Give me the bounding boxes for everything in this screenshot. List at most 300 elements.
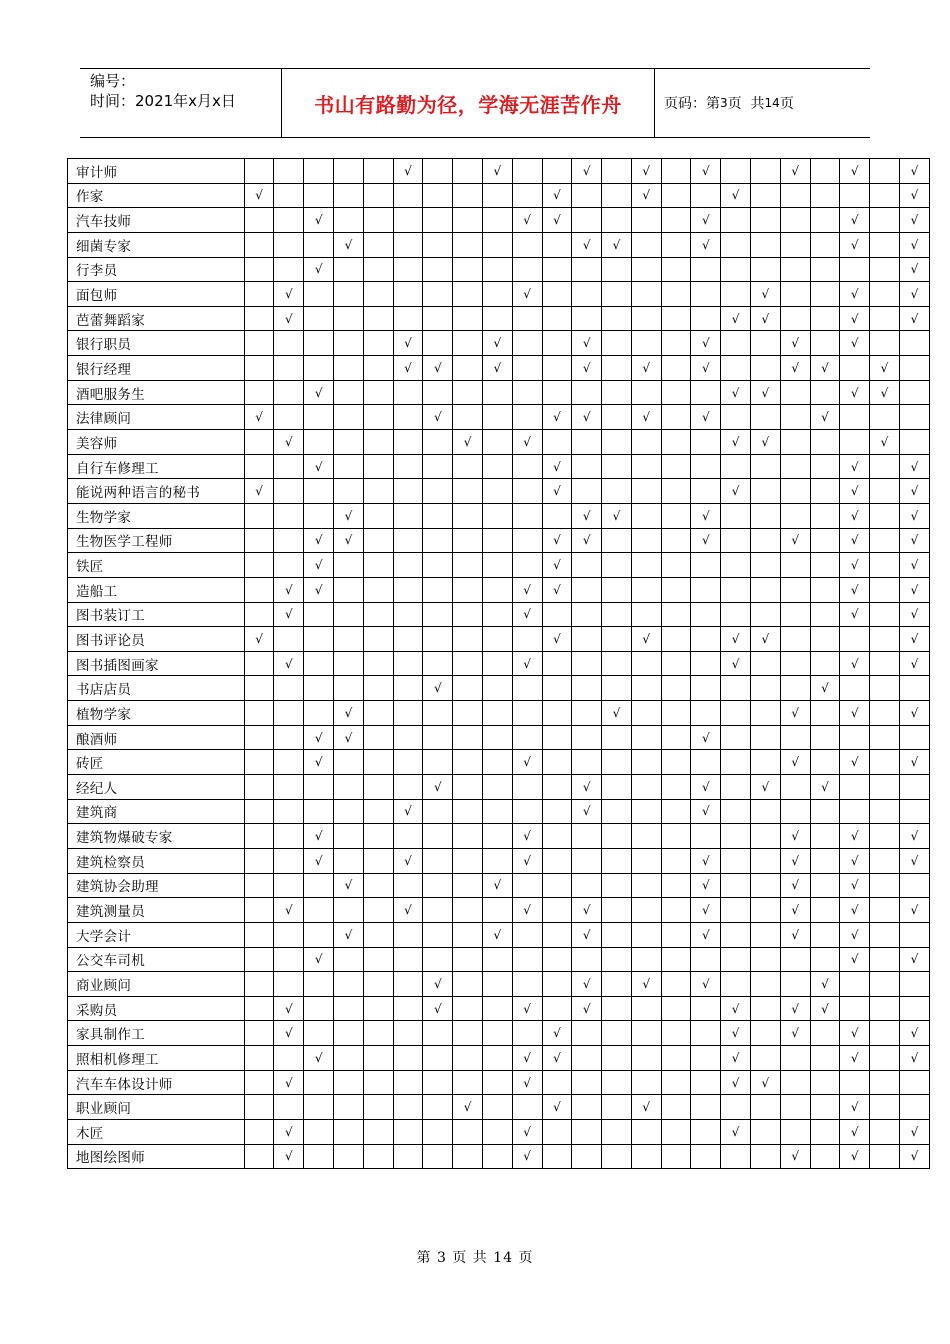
occupation-name: 铁匠 xyxy=(68,553,245,578)
check-mark-cell: √ xyxy=(274,1144,304,1169)
empty-cell xyxy=(631,602,661,627)
check-mark-cell: √ xyxy=(542,553,572,578)
empty-cell xyxy=(840,972,870,997)
empty-cell xyxy=(602,750,632,775)
page-suffix: 页 xyxy=(779,96,794,112)
empty-cell xyxy=(393,676,423,701)
empty-cell xyxy=(691,282,721,307)
empty-cell xyxy=(423,1095,453,1120)
empty-cell xyxy=(334,257,364,282)
empty-cell xyxy=(453,282,483,307)
empty-cell xyxy=(453,996,483,1021)
empty-cell xyxy=(363,1095,393,1120)
empty-cell xyxy=(602,1021,632,1046)
empty-cell xyxy=(750,454,780,479)
empty-cell xyxy=(810,947,840,972)
empty-cell xyxy=(661,183,691,208)
occupation-table xyxy=(67,158,930,1169)
empty-cell xyxy=(334,282,364,307)
empty-cell xyxy=(244,947,274,972)
empty-cell xyxy=(602,380,632,405)
occupation-name: 作家 xyxy=(68,183,245,208)
empty-cell xyxy=(453,651,483,676)
empty-cell xyxy=(423,232,453,257)
empty-cell xyxy=(512,232,542,257)
check-mark-cell: √ xyxy=(244,405,274,430)
check-mark-cell: √ xyxy=(512,1046,542,1071)
check-mark-cell: √ xyxy=(840,701,870,726)
check-mark-cell: √ xyxy=(482,159,512,184)
check-mark-cell: √ xyxy=(840,898,870,923)
empty-cell xyxy=(602,627,632,652)
check-mark-cell: √ xyxy=(899,750,929,775)
empty-cell xyxy=(363,873,393,898)
empty-cell xyxy=(334,1095,364,1120)
empty-cell xyxy=(304,701,334,726)
empty-cell xyxy=(631,528,661,553)
empty-cell xyxy=(393,430,423,455)
check-mark-cell: √ xyxy=(721,183,751,208)
empty-cell xyxy=(423,208,453,233)
empty-cell xyxy=(721,208,751,233)
table-row xyxy=(68,1144,930,1169)
empty-cell xyxy=(602,799,632,824)
empty-cell xyxy=(631,1046,661,1071)
empty-cell xyxy=(363,282,393,307)
empty-cell xyxy=(631,922,661,947)
empty-cell xyxy=(870,799,900,824)
empty-cell xyxy=(512,627,542,652)
empty-cell xyxy=(542,651,572,676)
check-mark-cell: √ xyxy=(482,922,512,947)
empty-cell xyxy=(780,725,810,750)
empty-cell xyxy=(870,848,900,873)
empty-cell xyxy=(780,1095,810,1120)
empty-cell xyxy=(631,553,661,578)
empty-cell xyxy=(780,430,810,455)
empty-cell xyxy=(661,356,691,381)
empty-cell xyxy=(602,528,632,553)
check-mark-cell: √ xyxy=(631,627,661,652)
table-row xyxy=(68,282,930,307)
empty-cell xyxy=(304,972,334,997)
empty-cell xyxy=(780,602,810,627)
empty-cell xyxy=(363,1144,393,1169)
empty-cell xyxy=(244,331,274,356)
header-meta xyxy=(80,69,282,137)
empty-cell xyxy=(453,799,483,824)
empty-cell xyxy=(661,1021,691,1046)
empty-cell xyxy=(810,183,840,208)
empty-cell xyxy=(274,528,304,553)
empty-cell xyxy=(899,1070,929,1095)
empty-cell xyxy=(661,799,691,824)
empty-cell xyxy=(453,775,483,800)
check-mark-cell: √ xyxy=(542,405,572,430)
empty-cell xyxy=(423,627,453,652)
empty-cell xyxy=(870,775,900,800)
empty-cell xyxy=(661,1119,691,1144)
check-mark-cell: √ xyxy=(750,282,780,307)
empty-cell xyxy=(810,848,840,873)
check-mark-cell: √ xyxy=(512,430,542,455)
empty-cell xyxy=(482,1144,512,1169)
empty-cell xyxy=(423,503,453,528)
empty-cell xyxy=(482,676,512,701)
empty-cell xyxy=(512,676,542,701)
empty-cell xyxy=(244,1144,274,1169)
empty-cell xyxy=(899,922,929,947)
empty-cell xyxy=(453,306,483,331)
table-row xyxy=(68,972,930,997)
empty-cell xyxy=(453,405,483,430)
check-mark-cell: √ xyxy=(572,898,602,923)
empty-cell xyxy=(840,430,870,455)
empty-cell xyxy=(453,627,483,652)
empty-cell xyxy=(334,1021,364,1046)
empty-cell xyxy=(661,775,691,800)
check-mark-cell: √ xyxy=(899,1021,929,1046)
empty-cell xyxy=(274,479,304,504)
empty-cell xyxy=(572,430,602,455)
occupation-name: 生物学家 xyxy=(68,503,245,528)
empty-cell xyxy=(304,1144,334,1169)
empty-cell xyxy=(304,898,334,923)
table-row xyxy=(68,454,930,479)
empty-cell xyxy=(631,430,661,455)
occupation-name: 职业顾问 xyxy=(68,1095,245,1120)
check-mark-cell: √ xyxy=(334,701,364,726)
empty-cell xyxy=(721,676,751,701)
check-mark-cell: √ xyxy=(512,898,542,923)
check-mark-cell: √ xyxy=(572,232,602,257)
empty-cell xyxy=(572,306,602,331)
empty-cell xyxy=(810,257,840,282)
empty-cell xyxy=(750,824,780,849)
check-mark-cell: √ xyxy=(780,873,810,898)
empty-cell xyxy=(572,947,602,972)
occupation-name: 木匠 xyxy=(68,1119,245,1144)
check-mark-cell: √ xyxy=(840,553,870,578)
check-mark-cell: √ xyxy=(482,331,512,356)
empty-cell xyxy=(542,873,572,898)
check-mark-cell: √ xyxy=(572,331,602,356)
empty-cell xyxy=(780,1070,810,1095)
empty-cell xyxy=(602,972,632,997)
empty-cell xyxy=(304,602,334,627)
check-mark-cell: √ xyxy=(482,356,512,381)
empty-cell xyxy=(870,1095,900,1120)
empty-cell xyxy=(899,405,929,430)
check-mark-cell: √ xyxy=(244,479,274,504)
empty-cell xyxy=(274,331,304,356)
empty-cell xyxy=(423,922,453,947)
empty-cell xyxy=(482,1046,512,1071)
empty-cell xyxy=(453,159,483,184)
table-row xyxy=(68,306,930,331)
check-mark-cell: √ xyxy=(899,454,929,479)
empty-cell xyxy=(721,848,751,873)
empty-cell xyxy=(691,1070,721,1095)
empty-cell xyxy=(691,996,721,1021)
empty-cell xyxy=(304,1021,334,1046)
check-mark-cell: √ xyxy=(631,356,661,381)
empty-cell xyxy=(274,676,304,701)
empty-cell xyxy=(661,651,691,676)
check-mark-cell: √ xyxy=(899,898,929,923)
empty-cell xyxy=(512,799,542,824)
empty-cell xyxy=(423,331,453,356)
check-mark-cell: √ xyxy=(602,232,632,257)
check-mark-cell: √ xyxy=(840,750,870,775)
empty-cell xyxy=(631,947,661,972)
occupation-name: 行李员 xyxy=(68,257,245,282)
check-mark-cell: √ xyxy=(840,1119,870,1144)
empty-cell xyxy=(691,577,721,602)
empty-cell xyxy=(810,824,840,849)
check-mark-cell: √ xyxy=(274,898,304,923)
empty-cell xyxy=(721,701,751,726)
empty-cell xyxy=(363,528,393,553)
table-row xyxy=(68,824,930,849)
empty-cell xyxy=(810,1046,840,1071)
empty-cell xyxy=(602,331,632,356)
empty-cell xyxy=(870,1119,900,1144)
empty-cell xyxy=(602,306,632,331)
empty-cell xyxy=(244,873,274,898)
check-mark-cell: √ xyxy=(840,331,870,356)
table-row xyxy=(68,159,930,184)
empty-cell xyxy=(870,651,900,676)
empty-cell xyxy=(334,676,364,701)
check-mark-cell: √ xyxy=(334,873,364,898)
empty-cell xyxy=(810,208,840,233)
empty-cell xyxy=(482,725,512,750)
empty-cell xyxy=(810,380,840,405)
empty-cell xyxy=(750,602,780,627)
empty-cell xyxy=(750,331,780,356)
empty-cell xyxy=(750,1119,780,1144)
empty-cell xyxy=(393,528,423,553)
check-mark-cell: √ xyxy=(453,430,483,455)
empty-cell xyxy=(274,553,304,578)
empty-cell xyxy=(810,430,840,455)
empty-cell xyxy=(393,873,423,898)
empty-cell xyxy=(870,1070,900,1095)
empty-cell xyxy=(572,602,602,627)
empty-cell xyxy=(334,824,364,849)
empty-cell xyxy=(304,430,334,455)
empty-cell xyxy=(244,676,274,701)
empty-cell xyxy=(423,1070,453,1095)
table-row xyxy=(68,750,930,775)
empty-cell xyxy=(512,306,542,331)
empty-cell xyxy=(602,898,632,923)
empty-cell xyxy=(334,405,364,430)
check-mark-cell: √ xyxy=(482,873,512,898)
empty-cell xyxy=(393,405,423,430)
header-page-info xyxy=(655,69,870,137)
occupation-name: 公交车司机 xyxy=(68,947,245,972)
check-mark-cell: √ xyxy=(691,331,721,356)
empty-cell xyxy=(423,947,453,972)
empty-cell xyxy=(572,1046,602,1071)
empty-cell xyxy=(304,775,334,800)
empty-cell xyxy=(661,208,691,233)
empty-cell xyxy=(870,577,900,602)
table-row xyxy=(68,257,930,282)
check-mark-cell: √ xyxy=(899,1144,929,1169)
empty-cell xyxy=(334,1119,364,1144)
occupation-name: 照相机修理工 xyxy=(68,1046,245,1071)
empty-cell xyxy=(572,725,602,750)
empty-cell xyxy=(393,602,423,627)
empty-cell xyxy=(810,528,840,553)
check-mark-cell: √ xyxy=(572,996,602,1021)
empty-cell xyxy=(631,454,661,479)
empty-cell xyxy=(602,725,632,750)
empty-cell xyxy=(631,701,661,726)
empty-cell xyxy=(870,503,900,528)
empty-cell xyxy=(602,183,632,208)
empty-cell xyxy=(602,676,632,701)
table-row xyxy=(68,873,930,898)
empty-cell xyxy=(482,947,512,972)
empty-cell xyxy=(423,602,453,627)
empty-cell xyxy=(750,873,780,898)
empty-cell xyxy=(363,159,393,184)
check-mark-cell: √ xyxy=(810,972,840,997)
occupation-name: 地图绘图师 xyxy=(68,1144,245,1169)
check-mark-cell: √ xyxy=(780,528,810,553)
table-row xyxy=(68,627,930,652)
empty-cell xyxy=(423,701,453,726)
empty-cell xyxy=(304,1119,334,1144)
empty-cell xyxy=(423,577,453,602)
empty-cell xyxy=(423,750,453,775)
empty-cell xyxy=(512,405,542,430)
empty-cell xyxy=(363,676,393,701)
empty-cell xyxy=(482,208,512,233)
check-mark-cell: √ xyxy=(572,528,602,553)
check-mark-cell: √ xyxy=(512,1070,542,1095)
check-mark-cell: √ xyxy=(274,306,304,331)
empty-cell xyxy=(721,503,751,528)
empty-cell xyxy=(363,208,393,233)
empty-cell xyxy=(244,528,274,553)
empty-cell xyxy=(691,651,721,676)
empty-cell xyxy=(304,232,334,257)
check-mark-cell: √ xyxy=(393,799,423,824)
check-mark-cell: √ xyxy=(542,208,572,233)
empty-cell xyxy=(780,972,810,997)
empty-cell xyxy=(661,848,691,873)
occupation-name: 审计师 xyxy=(68,159,245,184)
empty-cell xyxy=(512,503,542,528)
empty-cell xyxy=(602,848,632,873)
empty-cell xyxy=(661,922,691,947)
empty-cell xyxy=(691,947,721,972)
empty-cell xyxy=(244,257,274,282)
empty-cell xyxy=(393,627,423,652)
empty-cell xyxy=(602,1070,632,1095)
empty-cell xyxy=(899,725,929,750)
empty-cell xyxy=(870,602,900,627)
empty-cell xyxy=(512,725,542,750)
empty-cell xyxy=(393,232,423,257)
check-mark-cell: √ xyxy=(750,306,780,331)
table-row xyxy=(68,947,930,972)
check-mark-cell: √ xyxy=(899,824,929,849)
empty-cell xyxy=(512,972,542,997)
empty-cell xyxy=(840,676,870,701)
empty-cell xyxy=(363,232,393,257)
check-mark-cell: √ xyxy=(840,602,870,627)
empty-cell xyxy=(780,479,810,504)
empty-cell xyxy=(482,750,512,775)
empty-cell xyxy=(453,528,483,553)
check-mark-cell: √ xyxy=(899,602,929,627)
check-mark-cell: √ xyxy=(780,824,810,849)
empty-cell xyxy=(750,922,780,947)
check-mark-cell: √ xyxy=(870,356,900,381)
check-mark-cell: √ xyxy=(334,232,364,257)
empty-cell xyxy=(244,1046,274,1071)
empty-cell xyxy=(423,1144,453,1169)
empty-cell xyxy=(512,454,542,479)
check-mark-cell: √ xyxy=(393,848,423,873)
empty-cell xyxy=(780,651,810,676)
check-mark-cell: √ xyxy=(810,676,840,701)
empty-cell xyxy=(721,922,751,947)
check-mark-cell: √ xyxy=(691,873,721,898)
empty-cell xyxy=(542,159,572,184)
empty-cell xyxy=(304,996,334,1021)
check-mark-cell: √ xyxy=(750,1070,780,1095)
empty-cell xyxy=(870,676,900,701)
empty-cell xyxy=(870,725,900,750)
table-row xyxy=(68,331,930,356)
empty-cell xyxy=(721,282,751,307)
empty-cell xyxy=(750,996,780,1021)
empty-cell xyxy=(870,232,900,257)
empty-cell xyxy=(542,602,572,627)
check-mark-cell: √ xyxy=(780,922,810,947)
check-mark-cell: √ xyxy=(840,848,870,873)
empty-cell xyxy=(423,257,453,282)
table-row xyxy=(68,479,930,504)
check-mark-cell: √ xyxy=(840,282,870,307)
empty-cell xyxy=(363,775,393,800)
check-mark-cell: √ xyxy=(721,627,751,652)
empty-cell xyxy=(304,306,334,331)
empty-cell xyxy=(691,701,721,726)
check-mark-cell: √ xyxy=(899,306,929,331)
empty-cell xyxy=(691,479,721,504)
empty-cell xyxy=(453,577,483,602)
empty-cell xyxy=(691,553,721,578)
empty-cell xyxy=(721,356,751,381)
empty-cell xyxy=(750,405,780,430)
empty-cell xyxy=(542,1144,572,1169)
check-mark-cell: √ xyxy=(572,405,602,430)
empty-cell xyxy=(870,972,900,997)
check-mark-cell: √ xyxy=(512,208,542,233)
check-mark-cell: √ xyxy=(274,996,304,1021)
empty-cell xyxy=(274,183,304,208)
empty-cell xyxy=(661,1046,691,1071)
empty-cell xyxy=(453,1021,483,1046)
